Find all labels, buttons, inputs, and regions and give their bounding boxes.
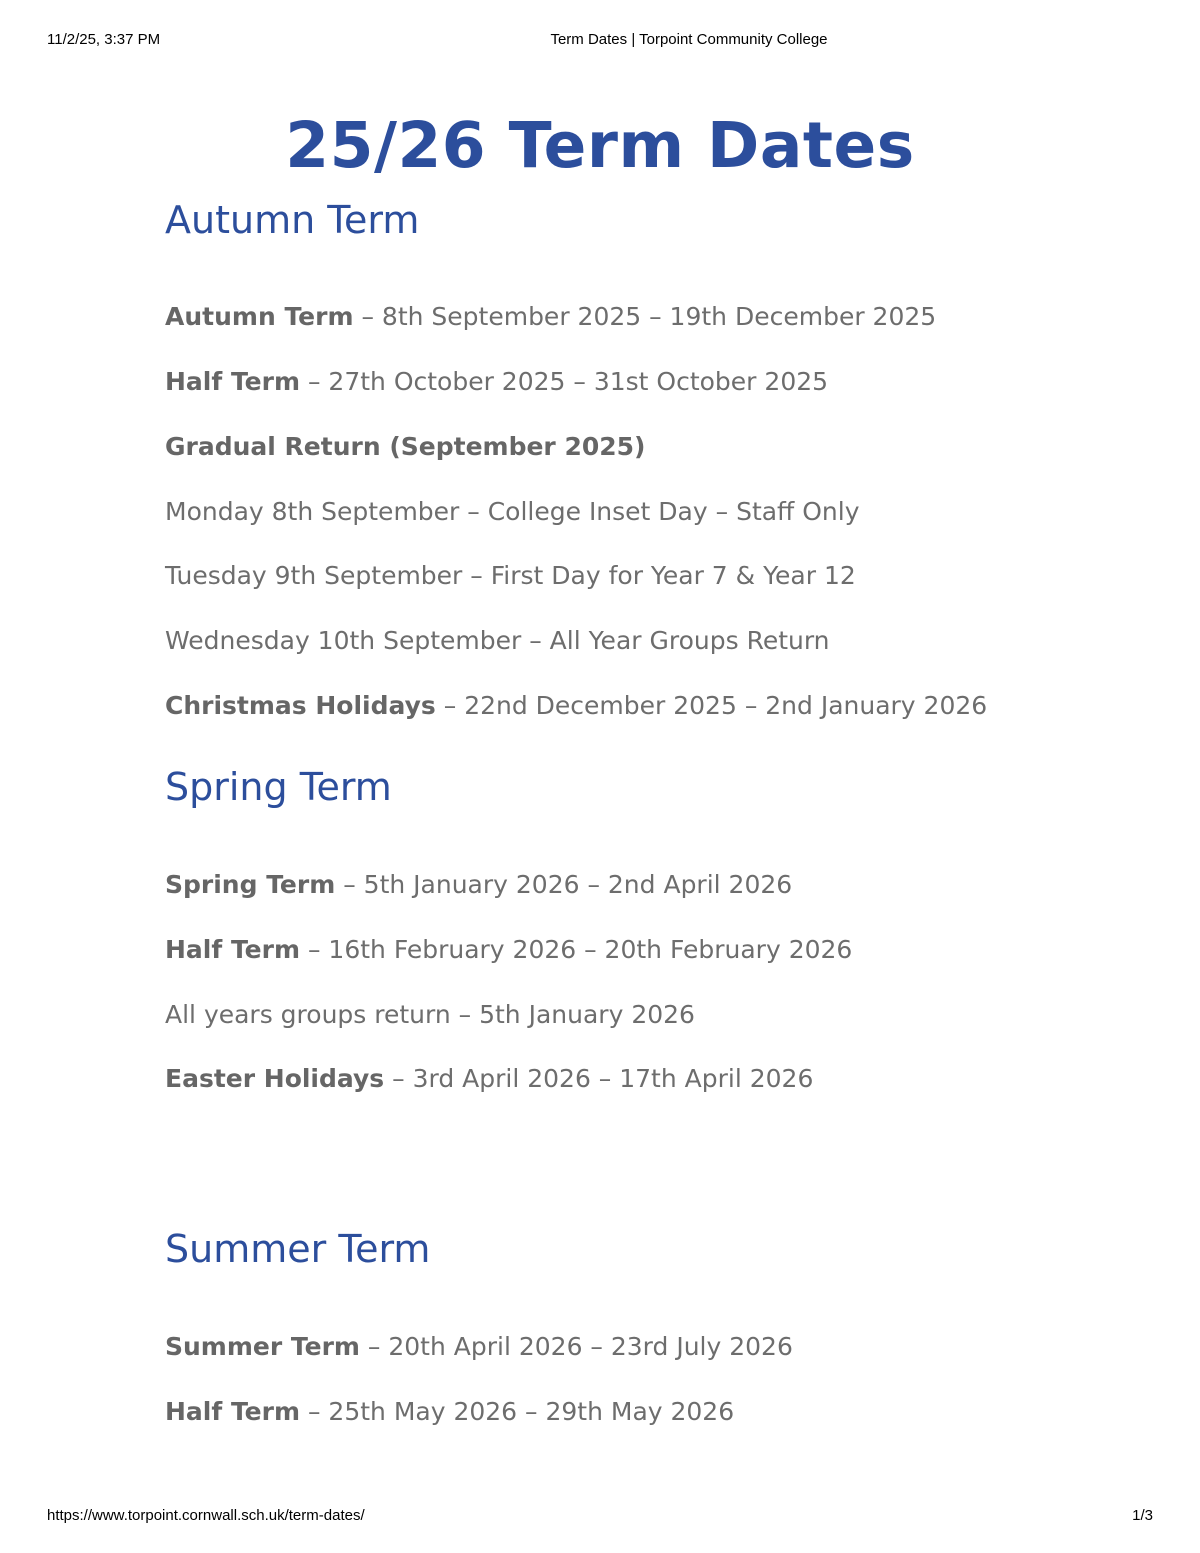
print-header-datetime: 11/2/25, 3:37 PM <box>47 31 161 48</box>
easter-holidays: Easter Holidays – 3rd April 2026 – 17th April 2026 <box>165 1064 814 1093</box>
print-header-page-title: Term Dates | Torpoint Community College <box>550 31 828 48</box>
page-title: 25/26 Term Dates <box>285 109 915 182</box>
print-footer-page-number: 1/3 <box>1132 1507 1153 1524</box>
spring-term-heading: Spring Term <box>165 765 392 809</box>
all-groups-return-line: Wednesday 10th September – All Year Groups Return <box>165 626 830 655</box>
autumn-term-dates: Autumn Term – 8th September 2025 – 19th December 2025 <box>165 302 937 331</box>
spring-half-term: Half Term – 16th February 2026 – 20th February 2026 <box>165 935 853 964</box>
spring-term-dates: Spring Term – 5th January 2026 – 2nd April 2026 <box>165 870 793 899</box>
first-day-line: Tuesday 9th September – First Day for Year 7 & Year 12 <box>165 561 856 590</box>
autumn-half-term: Half Term – 27th October 2025 – 31st October 2025 <box>165 367 829 396</box>
inset-day-line: Monday 8th September – College Inset Day – Staff Only <box>165 497 860 526</box>
summer-term-dates: Summer Term – 20th April 2026 – 23rd July 2026 <box>165 1332 793 1361</box>
gradual-return-heading: Gradual Return (September 2025) <box>165 432 646 461</box>
summer-term-heading: Summer Term <box>165 1227 431 1271</box>
autumn-term-heading: Autumn Term <box>165 198 420 242</box>
summer-half-term: Half Term – 25th May 2026 – 29th May 2026 <box>165 1397 735 1426</box>
spring-return-line: All years groups return – 5th January 2026 <box>165 1000 695 1029</box>
print-footer-url: https://www.torpoint.cornwall.sch.uk/term-dates/ <box>47 1507 365 1524</box>
christmas-holidays: Christmas Holidays – 22nd December 2025 – 2nd January 2026 <box>165 691 988 720</box>
